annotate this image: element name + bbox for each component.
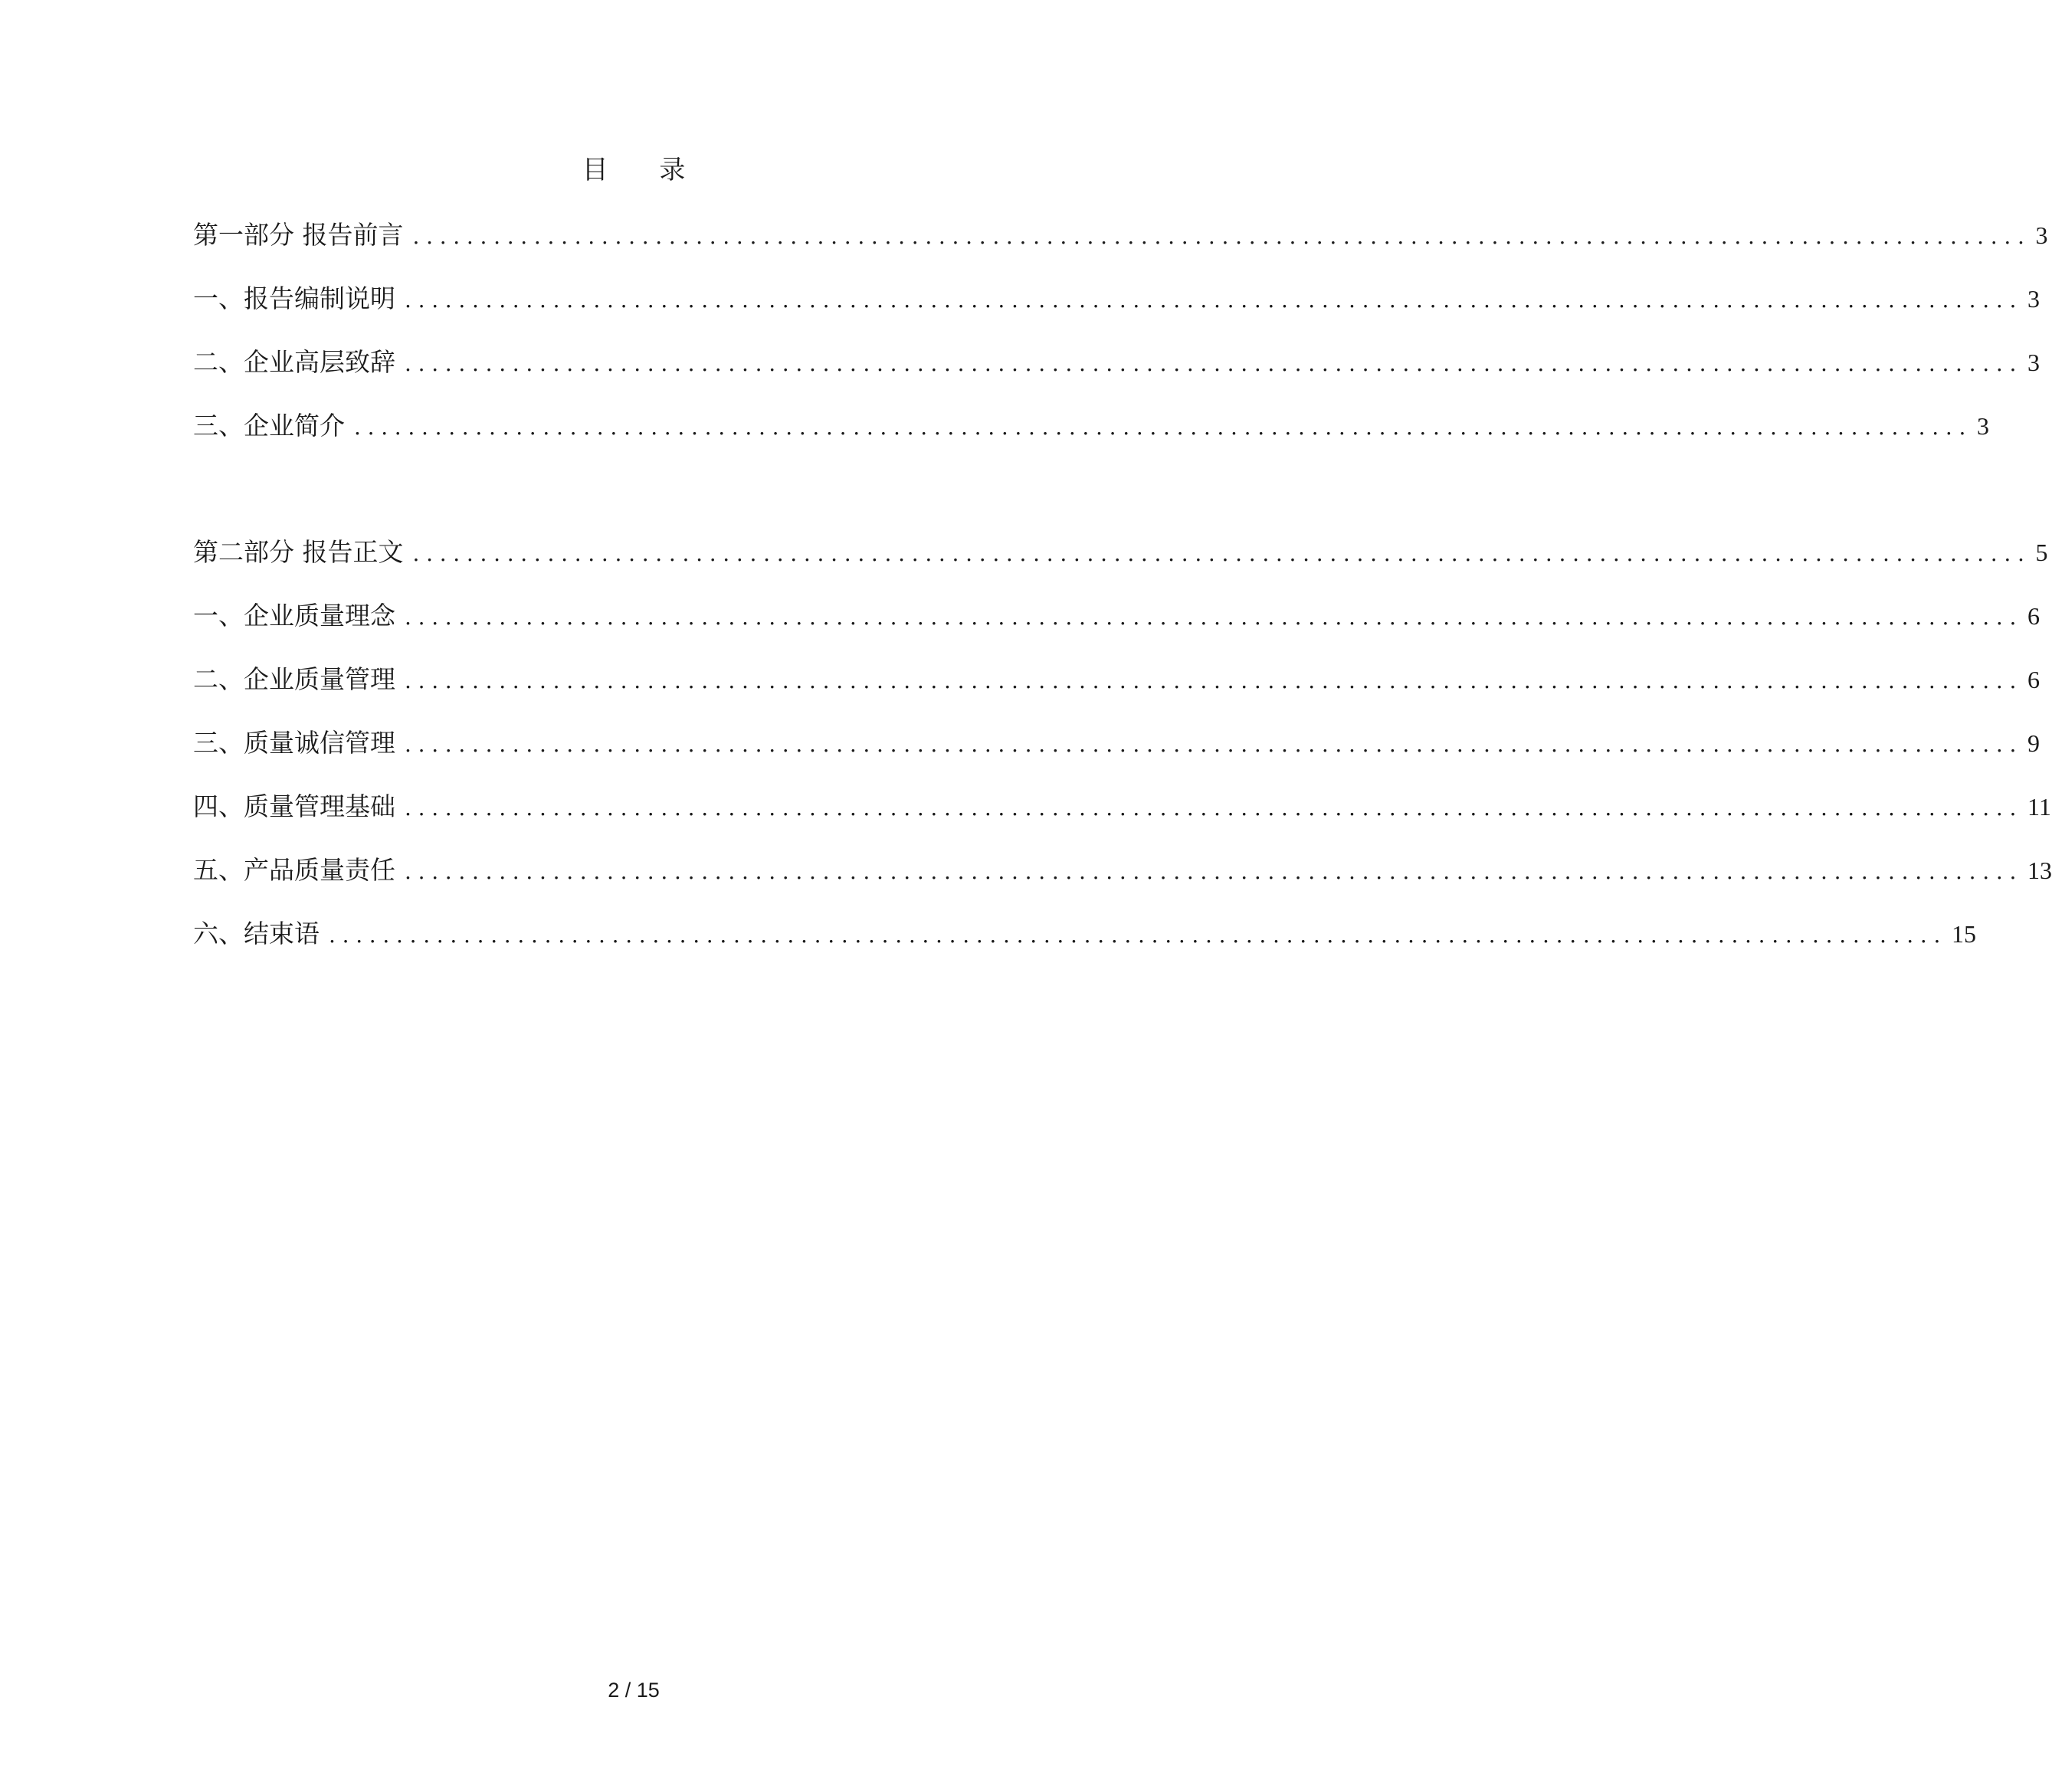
toc-leader-dots: ........................................................................................................................: [329, 922, 1948, 948]
toc-entry[interactable]: [193, 788, 2051, 852]
toc-entry-label: 一、企业质量理念: [193, 601, 395, 631]
toc-entry-page: 11: [2027, 793, 2051, 821]
toc-entry-page: 5: [2035, 539, 2048, 566]
toc-entry-page: 3: [2027, 285, 2041, 313]
toc-entry-page: 3: [1977, 412, 1990, 440]
toc-entry[interactable]: [193, 534, 2048, 598]
toc-entry-page: 3: [2035, 221, 2048, 249]
toc-entry-label: 三、企业简介: [193, 411, 345, 441]
toc-section-part-one: [193, 217, 2048, 471]
toc-leader-dots: ........................................................................................................................: [405, 795, 2024, 821]
toc-entry-page: 15: [1952, 920, 1977, 948]
page-number-footer: 2 / 15: [608, 1679, 660, 1702]
toc-leader-dots: ........................................................................................................................: [405, 351, 2024, 376]
toc-entry[interactable]: [193, 217, 2048, 280]
toc-title: 目 录: [582, 155, 707, 185]
toc-entry-label: 第二部分 报告正文: [193, 537, 404, 567]
toc-leader-dots: ........................................................................................................................: [405, 668, 2024, 693]
toc-entry[interactable]: [193, 852, 2052, 916]
toc-entry[interactable]: [193, 408, 1990, 471]
toc-entry[interactable]: [193, 725, 2041, 788]
toc-leader-dots: ........................................................................................................................: [405, 604, 2024, 630]
toc-entry[interactable]: [193, 661, 2041, 725]
toc-entry-label: 五、产品质量责任: [193, 855, 395, 885]
toc-entry-page: 9: [2027, 729, 2041, 757]
toc-entry-label: 六、结束语: [193, 919, 320, 948]
toc-leader-dots: ........................................................................................................................: [412, 224, 2031, 249]
toc-leader-dots: ........................................................................................................................: [354, 414, 1973, 440]
toc-section-part-two: [193, 534, 2052, 979]
toc-entry[interactable]: [193, 916, 1977, 979]
toc-entry-page: 3: [2027, 349, 2041, 376]
toc-entry-label: 四、质量管理基础: [193, 791, 395, 821]
toc-leader-dots: ........................................................................................................................: [405, 732, 2024, 757]
toc-entry-label: 第一部分 报告前言: [193, 220, 404, 250]
toc-entry-page: 6: [2027, 602, 2041, 630]
toc-leader-dots: ........................................................................................................................: [412, 541, 2031, 566]
toc-entry[interactable]: [193, 344, 2041, 408]
toc-entry[interactable]: [193, 598, 2041, 661]
toc-leader-dots: ........................................................................................................................: [405, 859, 2024, 884]
toc-entry[interactable]: [193, 280, 2041, 344]
toc-entry-label: 二、企业质量管理: [193, 664, 395, 694]
toc-entry-label: 三、质量诚信管理: [193, 728, 395, 758]
toc-entry-label: 一、报告编制说明: [193, 283, 395, 313]
toc-entry-label: 二、企业高层致辞: [193, 347, 395, 377]
toc-leader-dots: ........................................................................................................................: [405, 287, 2024, 313]
toc-entry-page: 13: [2027, 857, 2052, 884]
toc-entry-page: 6: [2027, 666, 2041, 693]
